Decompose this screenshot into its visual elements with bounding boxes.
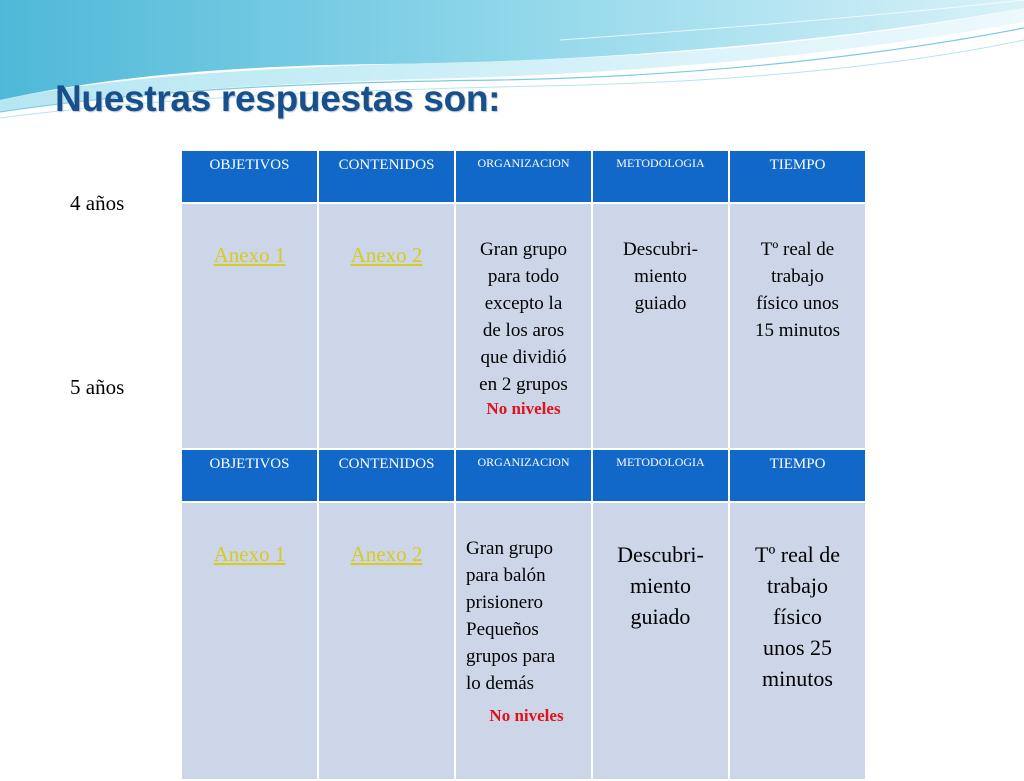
text-line: para balón bbox=[466, 565, 546, 586]
anexo-2-link[interactable]: Anexo 2 bbox=[350, 542, 423, 566]
age-label-4: 4 años bbox=[70, 191, 125, 215]
text-line: de los aros bbox=[482, 320, 565, 341]
anexo-1-link[interactable]: Anexo 1 bbox=[213, 243, 286, 267]
text-line: Descubri- bbox=[617, 542, 704, 567]
cell-objetivos bbox=[181, 502, 318, 780]
table-header-row bbox=[181, 150, 866, 203]
cell-contenidos bbox=[318, 502, 455, 780]
header-contenidos: CONTENIDOS bbox=[318, 449, 455, 502]
text-line: para todo bbox=[487, 266, 560, 287]
text-line: Pequeños bbox=[466, 619, 539, 640]
cell-objetivos bbox=[181, 203, 318, 480]
header-objetivos: OBJETIVOS bbox=[181, 449, 318, 502]
table-4-years bbox=[180, 149, 867, 481]
cell-tiempo bbox=[729, 203, 866, 480]
header-contenidos: CONTENIDOS bbox=[318, 150, 455, 203]
header-metodologia: METODOLOGIA bbox=[592, 449, 729, 502]
no-niveles-note: No niveles bbox=[486, 399, 561, 418]
table-5-years bbox=[180, 448, 867, 781]
text-line: físico bbox=[773, 604, 822, 629]
text-line: Descubri- bbox=[623, 239, 698, 260]
text-line: prisionero bbox=[466, 592, 544, 613]
text-line: miento bbox=[634, 266, 687, 287]
text-line: guiado bbox=[630, 604, 691, 629]
cell-tiempo bbox=[729, 502, 866, 780]
text-line: miento bbox=[629, 573, 692, 598]
header-metodologia: METODOLOGIA bbox=[592, 150, 729, 203]
header-objetivos: OBJETIVOS bbox=[181, 150, 318, 203]
text-line: grupos para bbox=[466, 646, 556, 667]
anexo-2-link[interactable]: Anexo 2 bbox=[350, 243, 423, 267]
cell-metodologia bbox=[592, 502, 729, 780]
no-niveles-note: No niveles bbox=[489, 706, 564, 725]
header-organizacion: ORGANIZACION bbox=[455, 449, 592, 502]
age-label-5: 5 años bbox=[70, 375, 125, 399]
table-row bbox=[181, 203, 866, 480]
slide-title: Nuestras respuestas son: bbox=[55, 78, 501, 119]
text-line: trabajo bbox=[771, 266, 824, 287]
cell-organizacion bbox=[455, 203, 592, 480]
text-line: unos 25 bbox=[762, 635, 833, 660]
header-tiempo: TIEMPO bbox=[729, 449, 866, 502]
text-line: minutos bbox=[762, 666, 833, 691]
cell-contenidos bbox=[318, 203, 455, 480]
text-line: Tº real de bbox=[755, 542, 840, 567]
text-line: Gran grupo bbox=[466, 538, 554, 559]
text-line: Tº real de bbox=[760, 239, 835, 260]
header-organizacion: ORGANIZACION bbox=[455, 150, 592, 203]
cell-metodologia bbox=[592, 203, 729, 480]
cell-organizacion bbox=[455, 502, 592, 780]
header-tiempo: TIEMPO bbox=[729, 150, 866, 203]
text-line: en 2 grupos bbox=[479, 374, 568, 395]
text-line: lo demás bbox=[466, 673, 535, 694]
text-line: 15 minutos bbox=[755, 320, 840, 341]
text-line: guiado bbox=[634, 293, 687, 314]
text-line: trabajo bbox=[766, 573, 829, 598]
text-line: Gran grupo bbox=[479, 239, 568, 260]
table-header-row bbox=[181, 449, 866, 502]
text-line: excepto la bbox=[484, 293, 563, 314]
table-row bbox=[181, 502, 866, 780]
text-line: que dividió bbox=[480, 347, 567, 368]
anexo-1-link[interactable]: Anexo 1 bbox=[213, 542, 286, 566]
text-line: físico unos bbox=[756, 293, 839, 314]
